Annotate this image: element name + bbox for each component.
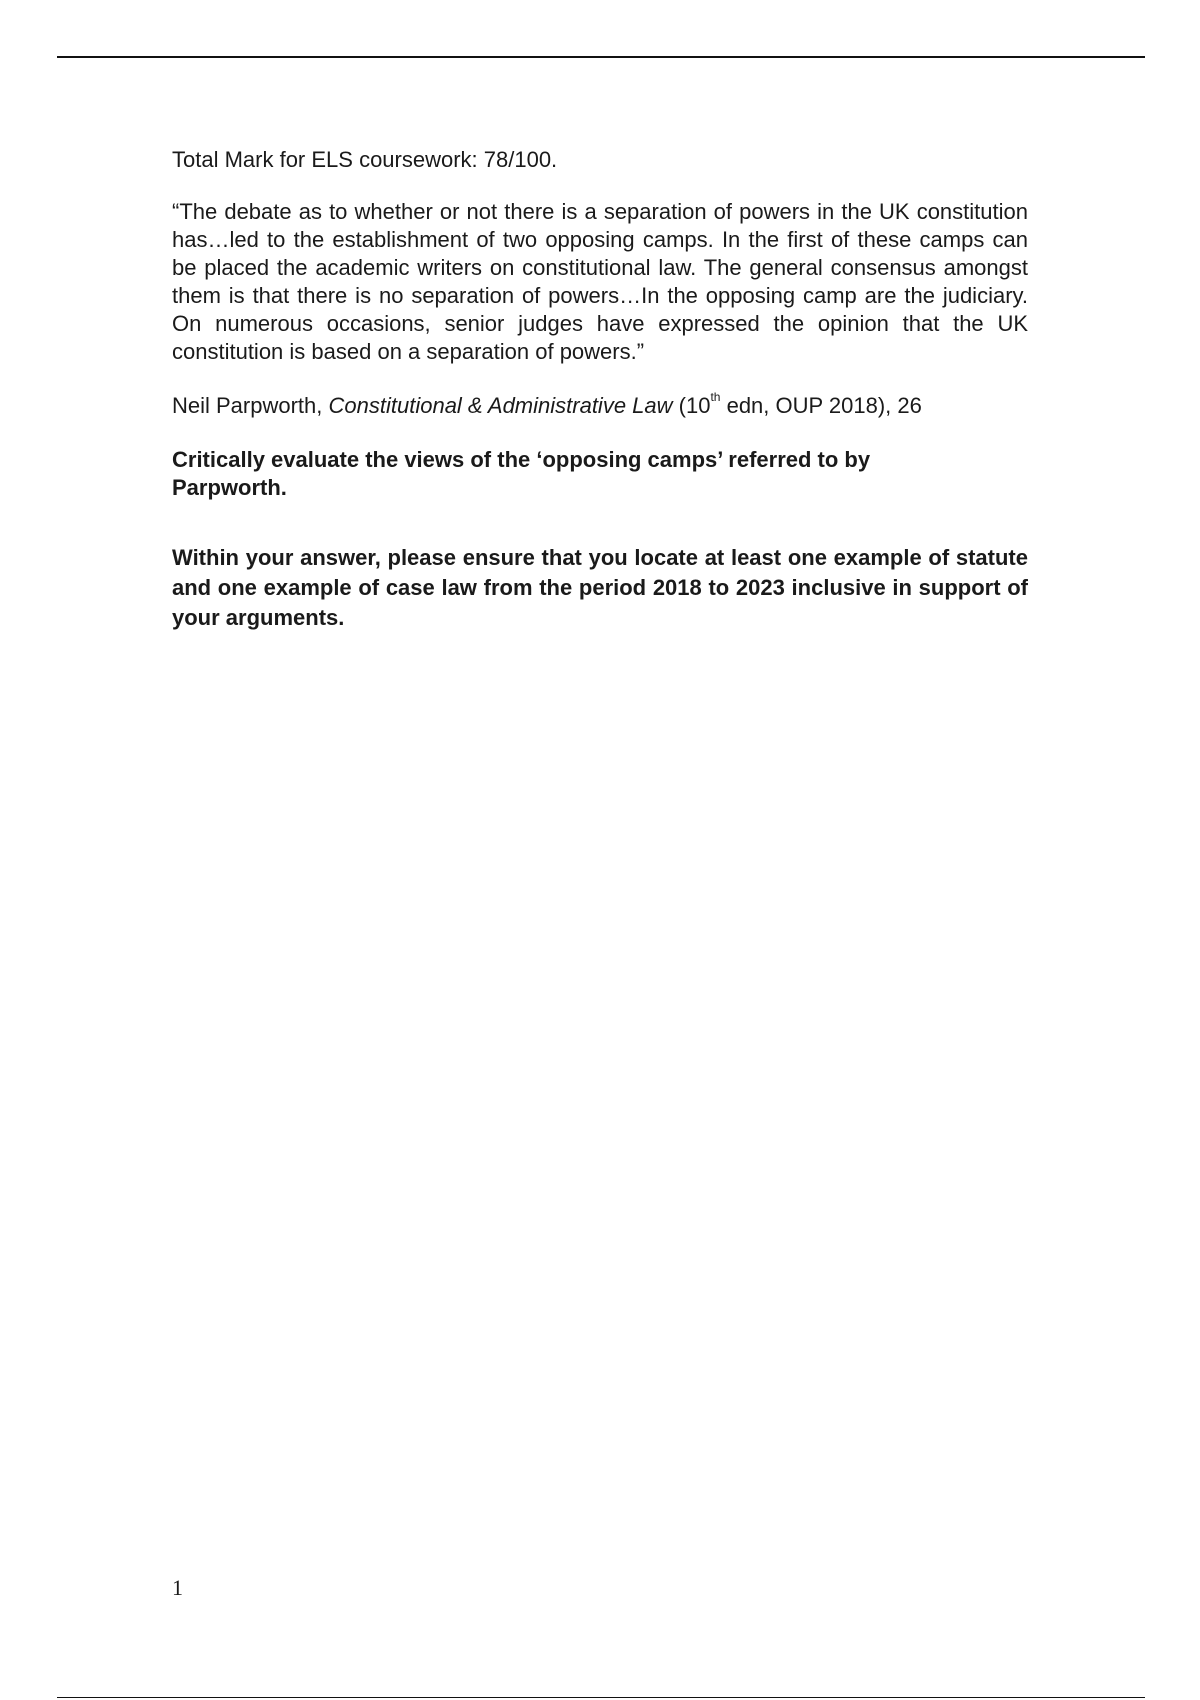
citation-title: Constitutional & Administrative Law xyxy=(328,393,673,418)
parpworth-quote: “The debate as to whether or not there is a separation of powers in the UK constitution has…led to the establishment of two opposing camps. In the first of these camps can be placed the academic writers on constitutional law. The general consensus amongst them is that there is no separation of powers…In the opposing camp are the judiciary. On numerous occasions, senior judges have expressed the opinion that the UK constitution is based on a separation of powers.” xyxy=(172,199,1028,364)
footer-rule xyxy=(57,1697,1145,1698)
citation-edition-sup: th xyxy=(710,390,721,404)
citation xyxy=(172,392,1028,420)
answer-instructions: Within your answer, please ensure that you locate at least one example of statute and one example of case law from the period 2018 to 2023 inclusive in support of your arguments. xyxy=(172,545,1028,630)
document-body xyxy=(172,146,1028,633)
essay-question: Critically evaluate the views of the ‘opposing camps’ referred to by Parpworth. xyxy=(172,447,871,500)
total-mark-line: Total Mark for ELS coursework: 78/100. xyxy=(172,147,558,172)
citation-edition-open: (10 xyxy=(672,393,711,418)
header-rule xyxy=(57,56,1145,58)
page-number: 1 xyxy=(172,1575,183,1600)
citation-edition-rest: edn, OUP 2018), 26 xyxy=(720,393,922,418)
citation-author: Neil Parpworth, xyxy=(172,393,329,418)
